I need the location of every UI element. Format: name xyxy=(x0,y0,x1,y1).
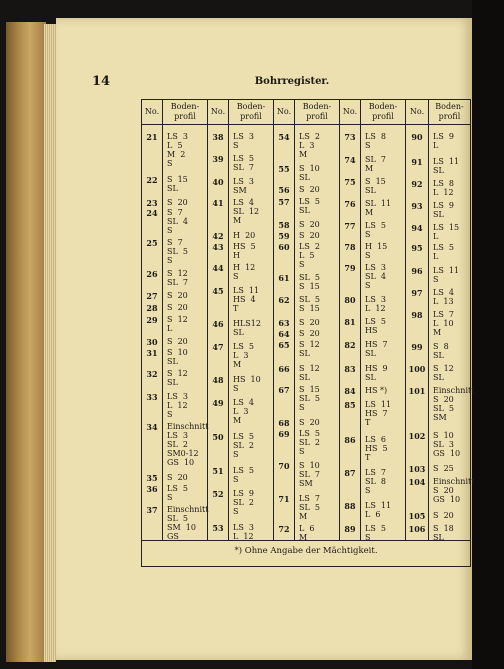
boring-number: 29 xyxy=(146,315,158,325)
boring-number: 69 xyxy=(278,429,290,439)
boring-number: 106 xyxy=(408,524,426,534)
boring-number: 98 xyxy=(411,310,423,320)
col-header-profile: Boden- profil xyxy=(170,102,200,121)
soil-profile: LS 5 S xyxy=(365,524,386,542)
boring-number: 63 xyxy=(278,318,290,328)
boring-number: 47 xyxy=(212,342,224,352)
boring-number: 50 xyxy=(212,432,224,442)
col-header-no: No. xyxy=(144,107,160,116)
col-header-no: No. xyxy=(409,107,425,116)
soil-profile: L 6 M xyxy=(299,524,315,542)
boring-number: 84 xyxy=(344,386,356,396)
boring-number: 104 xyxy=(408,477,426,487)
boring-number: 93 xyxy=(411,201,423,211)
boring-number: 95 xyxy=(411,243,423,253)
boring-number: 79 xyxy=(344,263,356,273)
soil-profile: S 20 xyxy=(167,291,188,300)
soil-profile: S 20 xyxy=(433,511,454,520)
soil-profile: LS 6 HS 5 T xyxy=(365,435,388,462)
boring-number: 94 xyxy=(411,223,423,233)
soil-profile: LS 5 HS xyxy=(365,317,386,335)
soil-profile: HS *) xyxy=(365,386,388,395)
col-header-profile: Boden- profil xyxy=(368,102,398,121)
boring-number: 62 xyxy=(278,295,290,305)
boring-number: 31 xyxy=(146,348,158,358)
boring-number: 43 xyxy=(212,242,224,252)
soil-profile: Einschnitt S 20 SL 5 SM xyxy=(433,386,475,422)
soil-profile: LS 9 SL 2 S xyxy=(233,489,254,516)
soil-profile: LS 3 L 12 S xyxy=(167,392,188,419)
boring-number: 59 xyxy=(278,231,290,241)
soil-profile: LS 3 SL 4 S xyxy=(365,263,386,290)
soil-profile: S 12 SL xyxy=(167,369,188,387)
boring-number: 25 xyxy=(146,238,158,248)
page-edges xyxy=(44,24,56,662)
boring-number: 22 xyxy=(146,175,158,185)
soil-profile: LS 5 S xyxy=(233,466,254,484)
vrule xyxy=(228,100,229,540)
soil-profile: S 20 xyxy=(299,418,320,427)
soil-profile: HS 7 SL xyxy=(365,340,388,358)
soil-profile: LS 11 SL xyxy=(433,157,460,175)
boring-number: 60 xyxy=(278,242,290,252)
boring-number: 87 xyxy=(344,468,356,478)
soil-profile: S 25 xyxy=(433,464,454,473)
boring-number: 65 xyxy=(278,340,290,350)
col-header-no: No. xyxy=(276,107,292,116)
boring-number: 36 xyxy=(146,484,158,494)
soil-profile: S 12 SL xyxy=(299,364,320,382)
soil-profile: LS 3 L 12 xyxy=(233,523,254,541)
boring-number: 78 xyxy=(344,242,356,252)
soil-profile: HS 5 H xyxy=(233,242,256,260)
boring-number: 24 xyxy=(146,208,158,218)
col-header-profile: Boden- profil xyxy=(302,102,332,121)
boring-number: 41 xyxy=(212,198,224,208)
boring-number: 46 xyxy=(212,319,224,329)
soil-profile: LS 3 SM xyxy=(233,177,254,195)
page-number: 14 xyxy=(92,74,111,89)
boring-number: 81 xyxy=(344,317,356,327)
boring-number: 42 xyxy=(212,231,224,241)
soil-profile: S 20 xyxy=(299,329,320,338)
page-header: Bohrregister. xyxy=(254,76,330,87)
soil-profile: SL 11 M xyxy=(365,199,392,217)
soil-profile: LS 5 S xyxy=(167,484,188,502)
boring-number: 82 xyxy=(344,340,356,350)
soil-profile: LS 5 SL 7 xyxy=(233,154,254,172)
boring-number: 100 xyxy=(408,364,426,374)
boring-number: 99 xyxy=(411,342,423,352)
soil-profile: S 7 SL 4 S xyxy=(167,208,188,235)
boring-number: 40 xyxy=(212,177,224,187)
boring-number: 89 xyxy=(344,524,356,534)
soil-profile: S 8 SL xyxy=(433,342,449,360)
boring-number: 23 xyxy=(146,198,158,208)
soil-profile: HS 9 SL xyxy=(365,364,388,382)
boring-number: 75 xyxy=(344,177,356,187)
boring-number: 70 xyxy=(278,461,290,471)
boring-number: 55 xyxy=(278,164,290,174)
soil-profile: H 15 S xyxy=(365,242,388,260)
boring-number: 76 xyxy=(344,199,356,209)
boring-number: 101 xyxy=(408,386,426,396)
soil-profile: LS 8 S xyxy=(365,132,386,150)
soil-profile: H 12 S xyxy=(233,263,256,281)
boring-number: 64 xyxy=(278,329,290,339)
boring-number: 32 xyxy=(146,369,158,379)
boring-number: 72 xyxy=(278,524,290,534)
boring-number: 74 xyxy=(344,155,356,165)
soil-profile: LS 3 L 5 M 2 S xyxy=(167,132,188,168)
boring-number: 51 xyxy=(212,466,224,476)
soil-profile: SL 7 M xyxy=(365,155,386,173)
boring-number: 85 xyxy=(344,400,356,410)
boring-number: 45 xyxy=(212,286,224,296)
soil-profile: LS 9 SL xyxy=(433,201,454,219)
soil-profile: LS 7 SL 8 S xyxy=(365,468,386,495)
soil-profile: LS 11 HS 7 T xyxy=(365,400,392,427)
boring-number: 53 xyxy=(212,523,224,533)
soil-profile: LS 2 L 3 M xyxy=(299,132,320,159)
boring-number: 56 xyxy=(278,185,290,195)
soil-profile: S 10 SL xyxy=(299,164,320,182)
soil-profile: LS 3 L 12 xyxy=(365,295,386,313)
soil-profile: SL 5 S 15 xyxy=(299,295,320,313)
soil-profile: LS 11 HS 4 T xyxy=(233,286,260,313)
footnote: *) Ohne Angabe der Mächtigkeit. xyxy=(234,546,378,556)
soil-profile: S 20 xyxy=(299,318,320,327)
soil-profile: SL 5 S 15 xyxy=(299,273,320,291)
boring-number: 77 xyxy=(344,221,356,231)
soil-profile: LS 5 L xyxy=(433,243,454,261)
soil-profile: LS 5 SL 2 S xyxy=(233,432,254,459)
boring-number: 37 xyxy=(146,505,158,515)
soil-profile: LS 15 L xyxy=(433,223,460,241)
boring-number: 34 xyxy=(146,422,158,432)
soil-profile: LS 7 L 10 M xyxy=(433,310,454,337)
soil-profile: LS 9 L xyxy=(433,132,454,150)
boring-number: 28 xyxy=(146,303,158,313)
soil-profile: S 10 SL 3 GS 10 xyxy=(433,431,461,458)
soil-profile: Einschnitt SL 5 SM 10 GS xyxy=(167,505,209,541)
soil-profile: S 7 SL 5 S xyxy=(167,238,188,265)
soil-profile: S 18 SL xyxy=(433,524,454,542)
soil-profile: S 20 xyxy=(167,473,188,482)
soil-profile: LS 11 S xyxy=(433,266,460,284)
boring-number: 57 xyxy=(278,197,290,207)
soil-profile: S 20 xyxy=(167,303,188,312)
soil-profile: S 20 xyxy=(299,231,320,240)
boring-number: 35 xyxy=(146,473,158,483)
boring-number: 66 xyxy=(278,364,290,374)
boring-number: 21 xyxy=(146,132,158,142)
soil-profile: S 10 SL xyxy=(167,348,188,366)
soil-profile: LS 2 L 5 S xyxy=(299,242,320,269)
dark-background xyxy=(472,0,504,669)
boring-number: 26 xyxy=(146,269,158,279)
soil-profile: LS 4 SL 12 M xyxy=(233,198,260,225)
boring-number: 67 xyxy=(278,385,290,395)
boring-number: 73 xyxy=(344,132,356,142)
col-header-profile: Boden- profil xyxy=(236,102,266,121)
boring-number: 68 xyxy=(278,418,290,428)
boring-number: 58 xyxy=(278,220,290,230)
boring-number: 83 xyxy=(344,364,356,374)
soil-profile: S 15 SL 5 S xyxy=(299,385,320,412)
boring-number: 49 xyxy=(212,398,224,408)
boring-number: 30 xyxy=(146,337,158,347)
col-header-no: No. xyxy=(342,107,358,116)
boring-number: 38 xyxy=(212,132,224,142)
vrule xyxy=(162,100,163,540)
soil-profile: LS 4 L 3 M xyxy=(233,398,254,425)
soil-profile: LS 11 L 6 xyxy=(365,501,392,519)
soil-profile: S 12 SL 7 xyxy=(167,269,188,287)
soil-profile: LS 7 SL 5 M xyxy=(299,494,320,521)
soil-profile: LS 5 SL xyxy=(299,197,320,215)
bohrregister-table xyxy=(141,99,475,567)
soil-profile: S 15 SL xyxy=(167,175,188,193)
vrule xyxy=(294,100,295,540)
boring-number: 92 xyxy=(411,179,423,189)
boring-number: 96 xyxy=(411,266,423,276)
col-header-no: No. xyxy=(210,107,226,116)
boring-number: 44 xyxy=(212,263,224,273)
boring-number: 91 xyxy=(411,157,423,167)
boring-number: 80 xyxy=(344,295,356,305)
boring-number: 48 xyxy=(212,375,224,385)
soil-profile: LS 5 S xyxy=(365,221,386,239)
boring-number: 102 xyxy=(408,431,426,441)
soil-profile: LS 5 SL 2 S xyxy=(299,429,320,456)
boring-number: 97 xyxy=(411,288,423,298)
soil-profile: HS 10 S xyxy=(233,375,261,393)
soil-profile: Einschnitt S 20 GS 10 xyxy=(433,477,475,504)
soil-profile: S 20 xyxy=(299,220,320,229)
soil-profile: S 12 L xyxy=(167,315,188,333)
soil-profile: LS 4 L 13 xyxy=(433,288,454,306)
soil-profile: S 12 SL xyxy=(299,340,320,358)
soil-profile: S 20 xyxy=(167,337,188,346)
soil-profile: S 20 xyxy=(167,198,188,207)
boring-number: 86 xyxy=(344,435,356,445)
boring-number: 88 xyxy=(344,501,356,511)
col-header-profile: Boden- profil xyxy=(435,102,464,121)
vrule xyxy=(428,100,429,540)
soil-profile: S 15 SL xyxy=(365,177,386,195)
soil-profile: HLS12 SL xyxy=(233,319,261,337)
boring-number: 61 xyxy=(278,273,290,283)
boring-number: 90 xyxy=(411,132,423,142)
boring-number: 103 xyxy=(408,464,426,474)
soil-profile: LS 8 L 12 xyxy=(433,179,454,197)
boring-number: 33 xyxy=(146,392,158,402)
soil-profile: Einschnitt LS 3 SL 2 SM0-12 GS 10 xyxy=(167,422,209,467)
vrule xyxy=(360,100,361,540)
soil-profile: H 20 xyxy=(233,231,256,240)
boring-number: 54 xyxy=(278,132,290,142)
soil-profile: LS 5 L 3 M xyxy=(233,342,254,369)
boring-number: 105 xyxy=(408,511,426,521)
boring-number: 52 xyxy=(212,489,224,499)
book-spine xyxy=(6,22,46,662)
soil-profile: LS 3 S xyxy=(233,132,254,150)
boring-number: 27 xyxy=(146,291,158,301)
soil-profile: S 10 SL 7 SM xyxy=(299,461,320,488)
soil-profile: S 20 xyxy=(299,185,320,194)
soil-profile: S 12 SL xyxy=(433,364,454,382)
boring-number: 39 xyxy=(212,154,224,164)
boring-number: 71 xyxy=(278,494,290,504)
